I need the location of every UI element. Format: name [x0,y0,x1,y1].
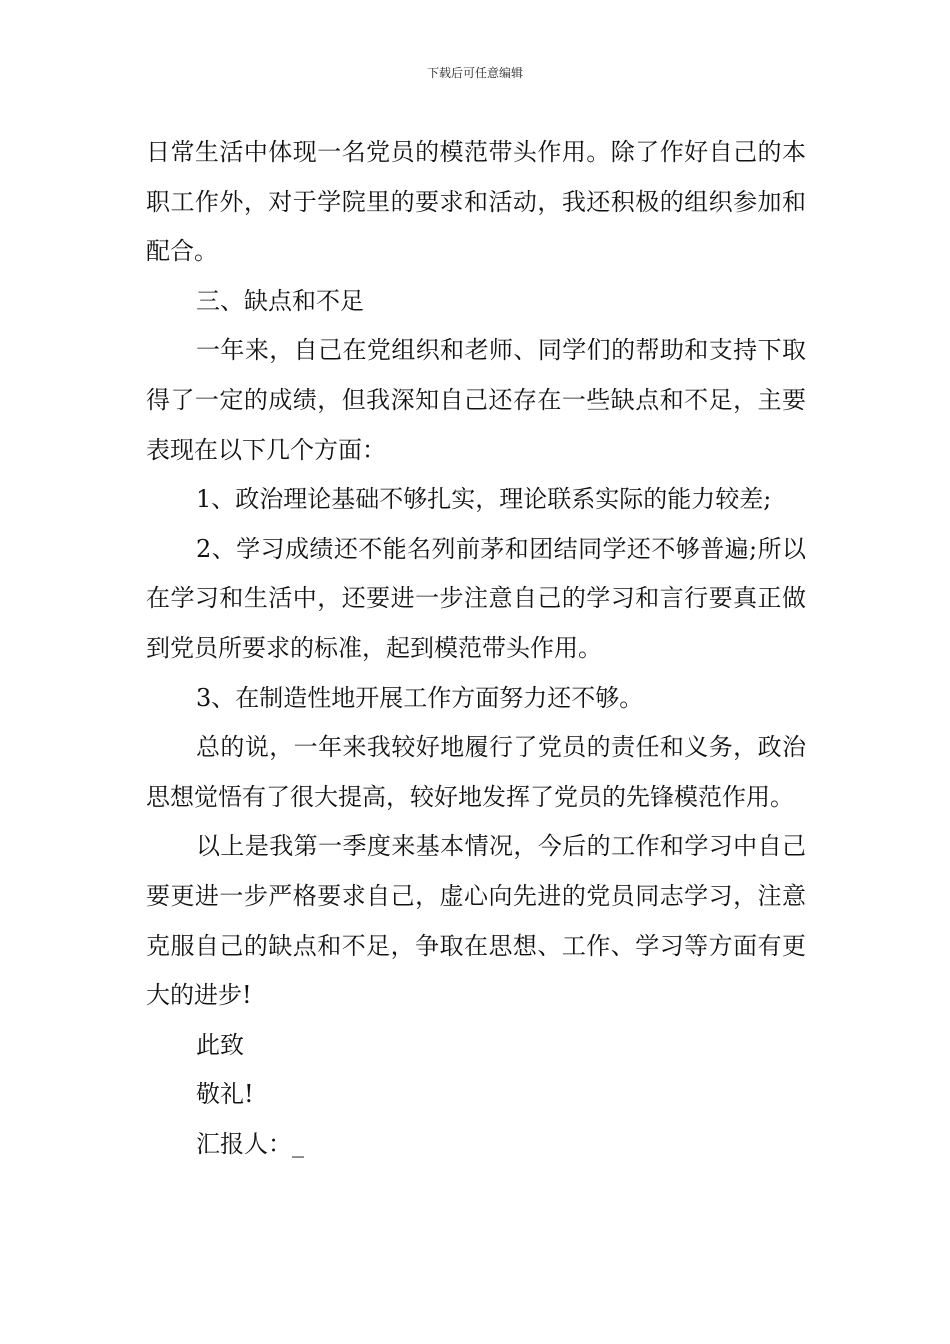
section-heading: 三、缺点和不足 [196,286,364,315]
list-item-2: 2、学习成绩还不能名列前茅和团结同学还不够普遍;所以在学习和生活中，还要进一步注意自己的学习和言行要真正做到党员所要求的标准，起到模范带头作用。 [146,534,806,662]
paragraph-summary: 总的说，一年来我较好地履行了党员的责任和义务，政治思想觉悟有了很大提高，较好地发挥了党员的先锋模范作用。 [146,733,806,811]
page-header: 下载后可任意编辑 [426,66,523,80]
closing-salutation: 此致 [196,1030,244,1059]
document-body [146,128,806,1169]
list-item-1: 1、政治理论基础不够扎实，理论联系实际的能力较差; [196,485,772,514]
paragraph-2: 一年来，自己在党组织和老师、同学们的帮助和支持下取得了一定的成绩，但我深知自己还存在一些缺点和不足，主要表现在以下几个方面： [146,336,806,464]
paragraph-1: 日常生活中体现一名党员的模范带头作用。除了作好自己的本职工作外，对于学院里的要求和活动，我还积极的组织参加和配合。 [146,138,806,266]
reporter-signature: 汇报人：_ [196,1129,304,1158]
list-item-3: 3、在制造性地开展工作方面努力还不够。 [196,683,644,712]
paragraph-conclusion: 以上是我第一季度来基本情况，今后的工作和学习中自己要更进一步严格要求自己，虚心向先进的党员同志学习，注意克服自己的缺点和不足，争取在思想、工作、学习等方面有更大的进步! [146,832,806,1010]
closing-regards: 敬礼! [196,1080,254,1109]
